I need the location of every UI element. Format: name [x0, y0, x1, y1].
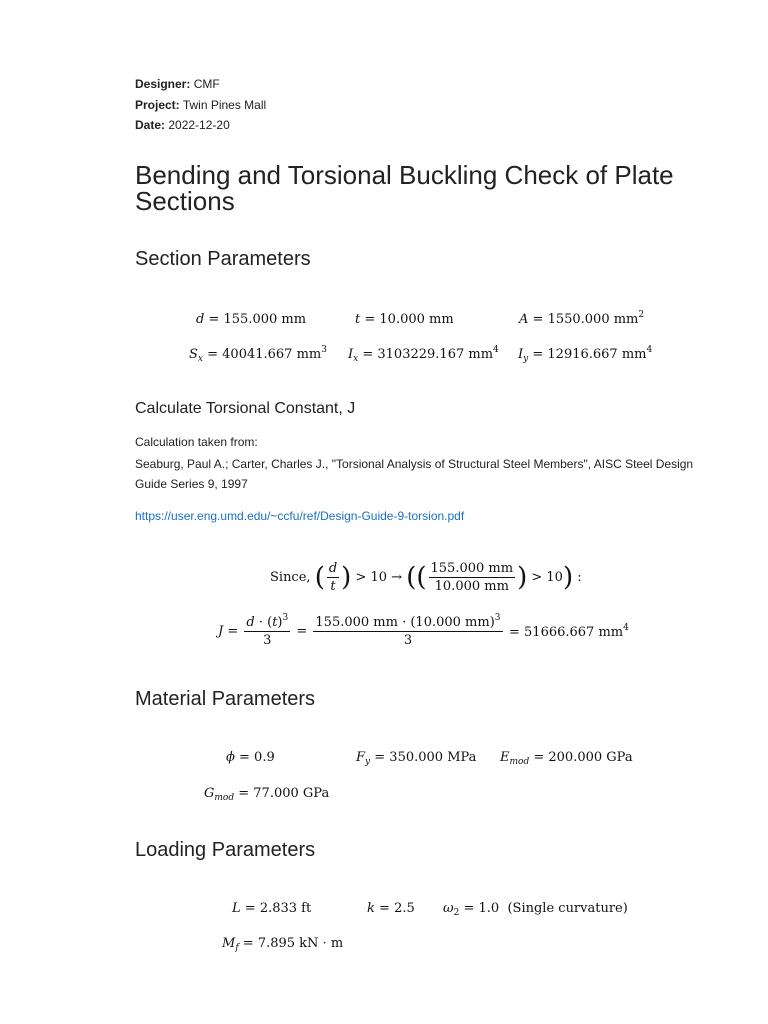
project-line: Project: Twin Pines Mall: [135, 97, 267, 112]
since-condition: Since, ( $\frac{d}{t}$ ) > 10 → (( $\frac{155.000 mm}{10.000 mm}$ ) > 10) :: [270, 561, 582, 594]
citation: Seaburg, Paul A.; Carter, Charles J., "Torsional Analysis of Structural Steel Members", AISC Steel Design Guide Series 9, 1997: [135, 457, 694, 491]
param-k: k = 2.5: [367, 901, 415, 916]
param-A: A = 1550.000 $mm^2$: [519, 310, 645, 327]
param-t: t = 10.000 mm: [355, 312, 454, 327]
param-Mf: $M_f = 7.895$ kN · m: [222, 936, 344, 953]
param-Ix: $I_x = 3103229.167$ $mm^4$: [348, 345, 499, 364]
section-parameters-heading: Section Parameters: [135, 248, 311, 270]
design-guide-link[interactable]: https://user.eng.umd.edu/~ccfu/ref/Design-Guide-9-torsion.pdf: [135, 509, 465, 523]
project-value: Twin Pines Mall: [182, 97, 267, 112]
param-Emod: $E_{mod} = 200.000$ GPa: [500, 750, 633, 767]
param-Sx: $S_x = 40041.667$ $mm^3$: [189, 345, 327, 364]
date-value: 2022-12-20: [168, 118, 230, 132]
loading-parameters-heading: Loading Parameters: [135, 839, 316, 861]
param-Iy: $I_y = 12916.667$ $mm^4$: [518, 345, 653, 364]
param-omega2: $\omega_2 = 1.0$ (Single curvature): [443, 901, 628, 918]
j-result: = 51666.667 $mm^4$: [509, 623, 629, 640]
designer-value: CMF: [193, 77, 220, 91]
date-line: Date: 2022-12-20: [135, 118, 230, 132]
param-d: d = 155.000 mm: [196, 312, 307, 327]
torsional-constant-heading: Calculate Torsional Constant, J: [135, 400, 356, 417]
designer-line: Designer: CMF: [135, 77, 220, 91]
param-phi: ϕ = 0.9: [226, 750, 275, 765]
material-parameters-heading: Material Parameters: [135, 688, 316, 710]
j-formula: J = $\frac{d \cdot (t)^3}{3}$ = $\frac{155.000 mm \cdot (10.000 mm)^3}{3}$: [218, 613, 501, 648]
param-Fy: $F_y = 350.000$ MPa: [356, 750, 477, 767]
param-Gmod: $G_{mod} = 77.000$ GPa: [204, 786, 330, 803]
source-intro: Calculation taken from:: [135, 435, 258, 449]
document-meta: [135, 74, 266, 136]
page-title: Bending and Torsional Buckling Check of Plate Sections: [135, 160, 674, 216]
param-L: L = 2.833 ft: [232, 901, 312, 916]
